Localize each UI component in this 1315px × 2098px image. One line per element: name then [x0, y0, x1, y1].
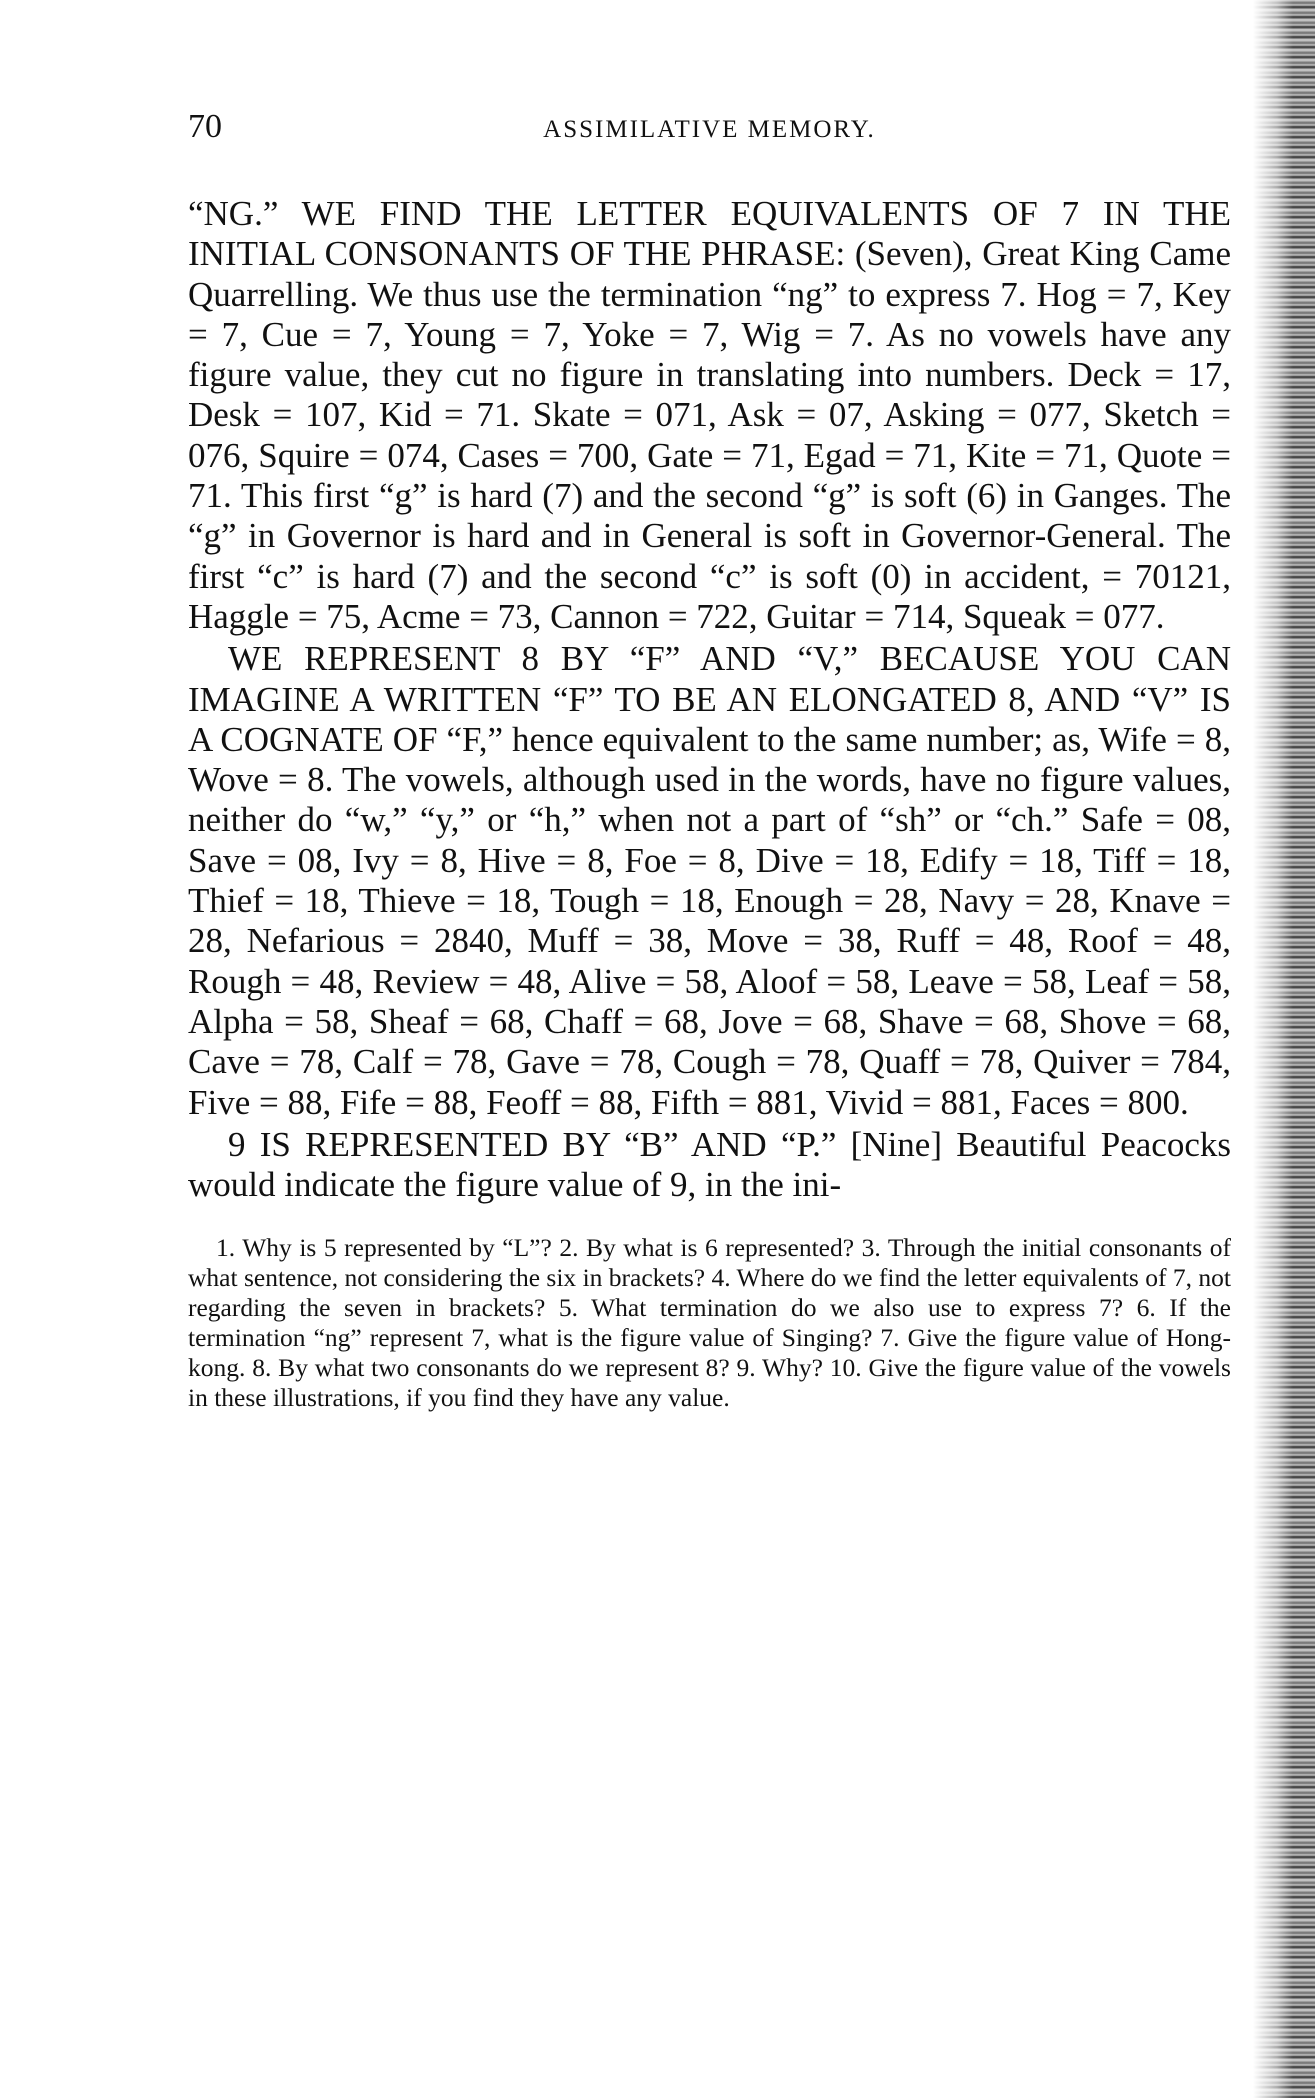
page-edge-fade — [1253, 0, 1293, 2098]
section-gap — [188, 1205, 1231, 1233]
paragraph-nine: 9 IS REPRESENTED BY “B” AND “P.” [Nine] Beautiful Peacocks would indicate the figure value of 9, in the ini- — [188, 1124, 1231, 1205]
body-text — [188, 194, 1231, 1205]
paragraph-eight: WE REPRESENT 8 BY “F” AND “V,” BECAUSE YOU CAN IMAGINE A WRITTEN “F” TO BE AN ELONGATED 8, AND “V” IS A COGNATE OF “F,” hence equivalent to the same number; as, Wife = 8, Wove = 8. The vowels, although used in the words, have no figure values, neither do “w,” “y,” or “h,” when not a part of “sh” or “ch.” Safe = 08, Save = 08, Ivy = 8, Hive = 8, Foe = 8, Dive = 18, Edify = 18, Tiff = 18, Thief = 18, Thieve = 18, Tough = 18, Enough = 28, Navy = 28, Knave = 28, Nefarious = 2840, Muff = 38, Move = 38, Ruff = 48, Roof = 48, Rough = 48, Review = 48, Alive = 58, Aloof = 58, Leave = 58, Leaf = 58, Alpha = 58, Sheaf = 68, Chaff = 68, Jove = 68, Shave = 68, Shove = 68, Cave = 78, Calf = 78, Gave = 78, Cough = 78, Quaff = 78, Quiver = 784, Five = 88, Fife = 88, Feoff = 88, Fifth = 881, Vivid = 881, Faces = 800. — [188, 639, 1231, 1122]
book-page — [188, 108, 1231, 1413]
paragraph-seven: “NG.” WE FIND THE LETTER EQUIVALENTS OF 7 IN THE INITIAL CONSONANTS OF THE PHRASE: (Seven), Great King Came Quarrelling. We thus use the termination “ng” to express 7. Hog = 7, Key = 7, Cue = 7, Young = 7, Yoke = 7, Wig = 7. As no vowels have any figure value, they cut no figure in translating into numbers. Deck = 17, Desk = 107, Kid = 71. Skate = 071, Ask = 07, Asking = 077, Sketch = 076, Squire = 074, Cases = 700, Gate = 71, Egad = 71, Kite = 71, Quote = 71. This first “g” is hard (7) and the second “g” is soft (6) in Ganges. The “g” in Governor is hard and in General is soft in Governor-General. The first “c” is hard (7) and the second “c” is soft (0) in accident, = 70121, Haggle = 75, Acme = 73, Cannon = 722, Guitar = 714, Squeak = 077. — [188, 194, 1231, 636]
review-questions: 1. Why is 5 represented by “L”? 2. By what is 6 represented? 3. Through the initial consonants of what sentence, not considering the six in brackets? 4. Where do we find the letter equivalents of 7, not regarding the seven in brackets? 5. What termination do we also use to express 7? 6. If the termination “ng” represent 7, what is the figure value of Singing? 7. Give the figure value of Hong-kong. 8. By what two consonants do we represent 8? 9. Why? 10. Give the figure value of the vowels in these illustrations, if you find they have any value. — [188, 1233, 1231, 1413]
page-header — [188, 108, 1231, 152]
running-title: ASSIMILATIVE MEMORY. — [543, 116, 876, 143]
page-number: 70 — [188, 108, 222, 145]
